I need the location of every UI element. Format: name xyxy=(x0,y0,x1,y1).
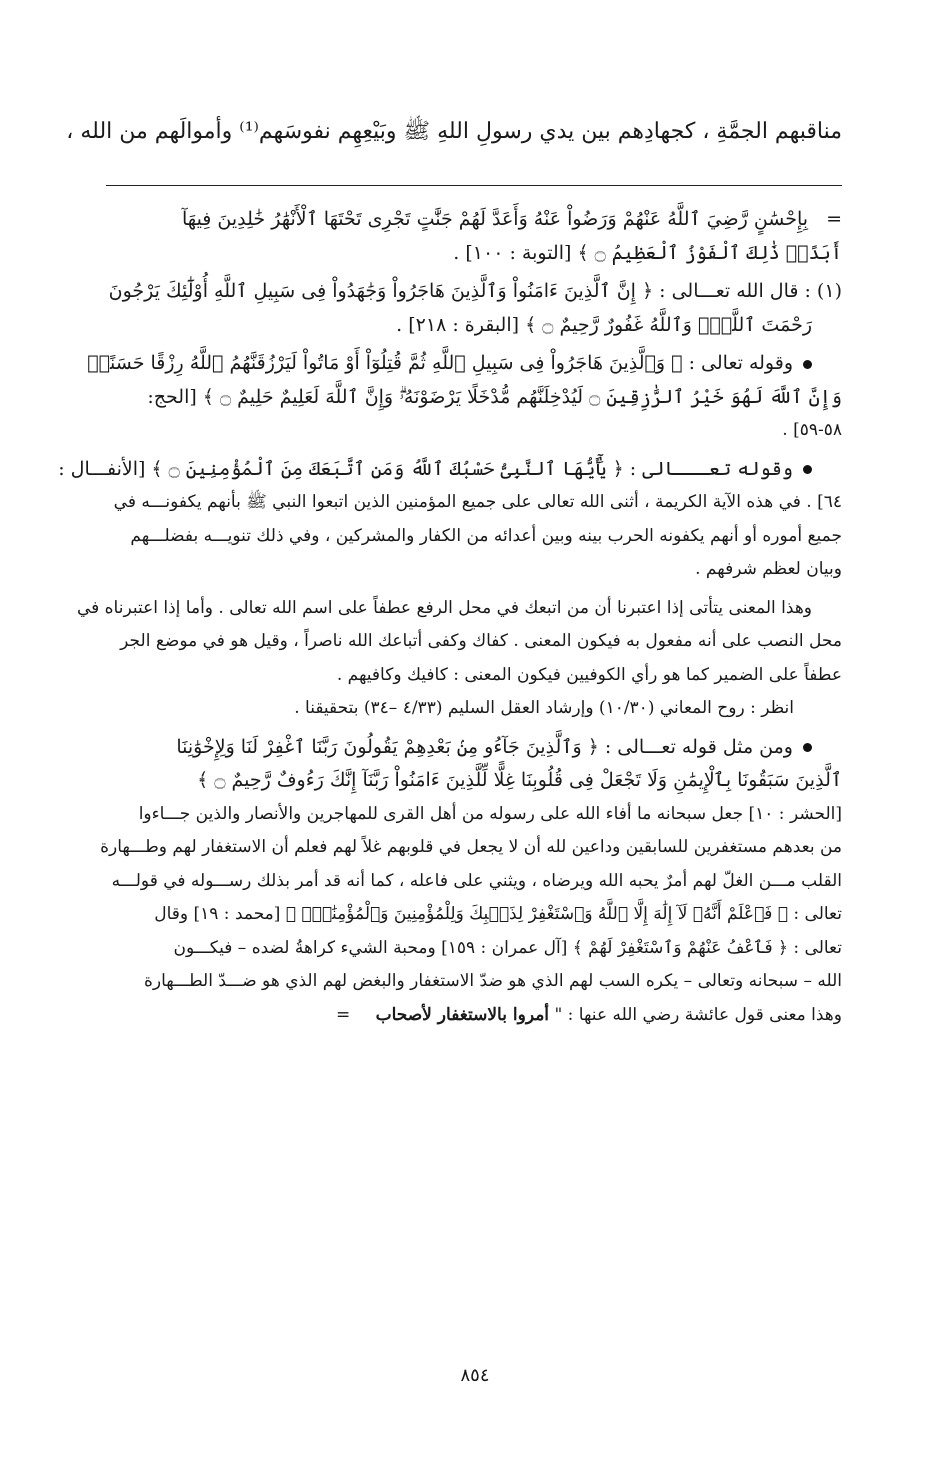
footnote-bullet-2 xyxy=(58,453,842,587)
page-number: ٨٥٤ xyxy=(460,1365,490,1386)
footnote-line: ٦٤] . في هذه الآية الكريمة ، أثنى الله تعالى على جميع المؤمنين الذين اتبعوا النبي ﷺ بأنهم يكفونـــه في xyxy=(113,492,842,512)
footnote-line: القلب مـــن الغلّ لهم أمرٌ يحبه الله ويرضاه ، ويثني على فاعله ، كما أنه قد أمر بذلك رســـوله في قولـــه xyxy=(111,870,842,891)
footnote-line: [الحشر : ١٠] جعل سبحانه ما أفاء الله على رسوله من أهل القرى للمهاجرين والأنصار والذين جـــاءوا xyxy=(138,803,842,824)
footnote-continuation xyxy=(106,203,842,270)
footnote-line: =بِإِحْسَٰنٍ رَّضِيَ ٱللَّهُ عَنْهُمْ وَرَضُواْ عَنْهُ وَأَعَدَّ لَهُمْ جَنَّٰتٍ تَجْرِى تَحْتَهَا ٱلْأَنْهَٰرُ خَٰلِدِينَ فِيهَآ xyxy=(106,203,842,237)
bullet-icon xyxy=(803,743,812,752)
footnotes-section xyxy=(58,203,842,1037)
footnote-line: وقوله تعـــالى : ﴿ يَٰٓأَيُّهَا ٱلنَّبِىُّ حَسْبُكَ ٱللَّهُ وَمَنِ ٱتَّبَعَكَ مِنَ ٱلْمُؤْمِنِينَ ۝ ﴾ [الأنفـــال : xyxy=(106,453,842,487)
footnote-bullet-3 xyxy=(100,731,842,1033)
footnote-reference: انظر : روح المعاني (١٠/٣٠) وإرشاد العقل السليم (٤/٣٣ –٣٤) بتحقيقنا . xyxy=(294,698,794,718)
footnote-paragraph xyxy=(76,592,842,726)
footnote-line: تعالى : ﴿ فَٱعْفُ عَنْهُمْ وَٱسْتَغْفِرْ لَهُمْ ﴾ [آل عمران : ١٥٩] ومحبة الشيء كراهةُ لضده – فيكـــون xyxy=(173,937,842,958)
footnote-line: تعالى : ﴿ فَٱعْلَمْ أَنَّهُۥ لَآ إِلَٰهَ إِلَّا ٱللَّهُ وَٱسْتَغْفِرْ لِذَنۢبِكَ وَلِلْمُؤْمِنِينَ وَٱلْمُؤْمِنَٰتِۗ ﴾ [محمد : ١٩] وقال xyxy=(154,904,842,924)
footnote-line: أَبَدًاۚ ذَٰلِكَ ٱلْفَوْزُ ٱلْعَظِيمُ ۝ ﴾ [التوبة : ١٠٠] . xyxy=(453,241,842,264)
footnote-text: وهذا معنى قول عائشة رضي الله عنها : " xyxy=(554,1004,842,1025)
footnote-line: من بعدهم مستغفرين للسابقين وداعين لله أن لا يجعل في قلوبهم غلاً لهم فعلم أن الاستغفار لهم وطـــهارة xyxy=(100,837,842,857)
footnote-line: جميع أموره أو أنهم يكفونه الحرب بينه وبين أعدائه من الكفار والمشركين ، وفي ذلك تنويـــه بفضلـــهم xyxy=(130,525,842,546)
footnote-line: (١) : قال الله تعـــالى : ﴿ إِنَّ ٱلَّذِينَ ءَامَنُواْ وَٱلَّذِينَ هَاجَرُواْ وَجَٰهَدُواْ فِى سَبِيلِ ٱللَّهِ أُوْلَٰٓئِكَ يَرْجُونَ xyxy=(108,280,842,302)
footnote-line: عطفاً على الضمير كما هو رأي الكوفيين فيكون المعنى : كافيك وكافيهم . xyxy=(336,664,842,685)
footnote-line: ٱلَّذِينَ سَبَقُونَا بِٱلْإِيمَٰنِ وَلَا تَجْعَلْ فِى قُلُوبِنَا غِلًّا لِّلَّذِينَ ءَامَنُواْ رَبَّنَآ إِنَّكَ رَءُوفٌ رَّحِيمٌ ۝ ﴾ xyxy=(197,769,842,791)
footnote-1 xyxy=(106,275,842,342)
continuation-marker: = xyxy=(336,1004,351,1025)
bullet-icon xyxy=(803,465,812,474)
footnote-separator xyxy=(106,185,842,186)
continuation-marker: = xyxy=(826,208,842,230)
footnote-line: محل النصب على أنه مفعول به فيكون المعنى . كفاك وكفى أتباعك الله ناصراً ، وقيل هو في موضع الجر xyxy=(120,631,842,651)
footnote-line: ٥٨-٥٩] . xyxy=(782,420,842,440)
footnote-last-line xyxy=(106,999,842,1033)
footnote-line: وَإِنَّ ٱللَّهَ لَهُوَ خَيْرُ ٱلرَّٰزِقِينَ ۝ لَيُدْخِلَنَّهُم مُّدْخَلًا يَرْضَوْنَهُۥۗ وَإِنَّ ٱللَّهَ لَعَلِيمٌ حَلِيمٌ ۝ ﴾ [الحج: xyxy=(147,385,842,408)
footnote-line: الله – سبحانه وتعالى – يكره السب لهم الذي هو ضدّ الاستغفار والبغض لهم الذي هو ضـــدّ الطـــهارة xyxy=(144,971,842,991)
footnote-bullet-1 xyxy=(87,347,842,448)
footnote-line: ومن مثل قوله تعـــالى : ﴿ وَٱلَّذِينَ جَآءُو مِنۢ بَعْدِهِمْ يَقُولُونَ رَبَّنَا ٱغْفِرْ لَنَا وَلِإِخْوَٰنِنَا xyxy=(106,731,842,765)
footnote-line: وقوله تعالى : ﴿ وَٱلَّذِينَ هَاجَرُواْ فِى سَبِيلِ ٱللَّهِ ثُمَّ قُتِلُوٓاْ أَوْ مَاتُواْ لَيَرْزُقَنَّهُمُ ٱللَّهُ رِزْقًا حَسَنًاۚ xyxy=(106,347,842,381)
footnote-line: رَحْمَتَ ٱللَّهِۚ وَٱللَّهُ غَفُورٌ رَّحِيمٌ ۝ ﴾ [البقرة : ٢١٨] . xyxy=(396,313,812,336)
main-text-line: مناقبهم الجمَّةِ ، كجهادِهم بين يدي رسولِ اللهِ ﷺ وبَيْعِهِم نفوسَهم⁽¹⁾ وأموالَهم من الله ، xyxy=(66,119,842,144)
footnote-bold-text: أمروا بالاستغفار لأصحاب xyxy=(375,1004,550,1025)
footnote-line: وهذا المعنى يتأتى إذا اعتبرنا أن من اتبعك في محل الرفع عطفاً على اسم الله تعالى . وأما إذا اعتبرناه في xyxy=(76,597,812,618)
bullet-icon xyxy=(803,360,812,369)
footnote-line: وبيان لعظم شرفهم . xyxy=(695,559,842,579)
